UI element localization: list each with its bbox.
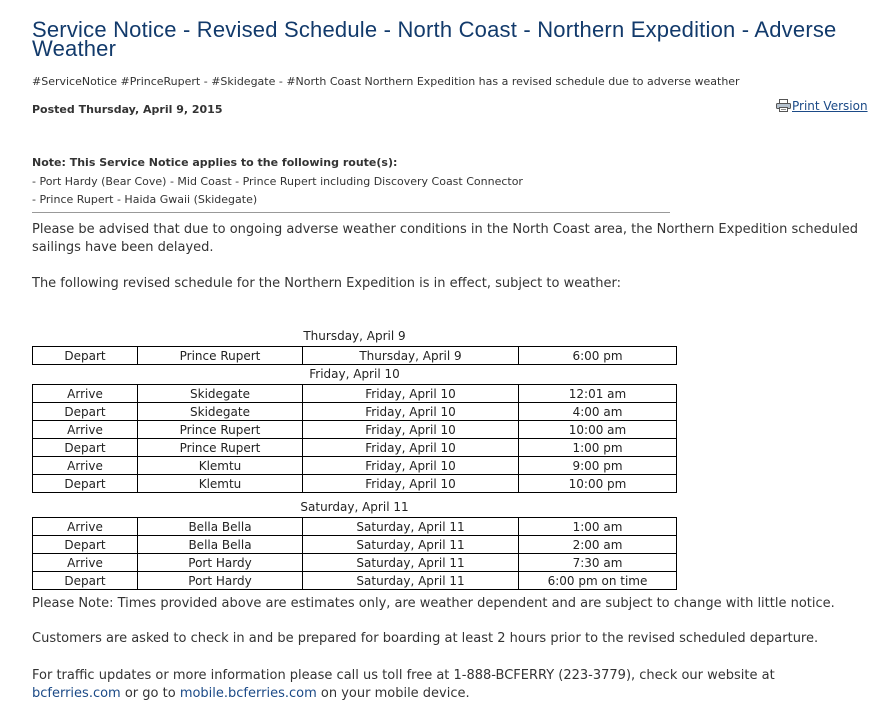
table-row (33, 385, 677, 403)
terminal-cell: Klemtu (138, 475, 303, 493)
table-row (33, 421, 677, 439)
time-cell: 4:00 am (519, 403, 677, 421)
contact-text: or go to (120, 686, 180, 701)
schedule-table-thursday (32, 346, 677, 365)
date-cell: Saturday, April 11 (303, 554, 519, 572)
divider (32, 212, 670, 213)
direction-cell: Depart (33, 403, 138, 421)
date-cell: Saturday, April 11 (303, 572, 519, 590)
estimate-note: Please Note: Times provided above are estimates only, are weather dependent and are subject to change with little notice. (32, 596, 835, 611)
table-row (33, 475, 677, 493)
time-cell: 9:00 pm (519, 457, 677, 475)
table-row (33, 403, 677, 421)
time-cell: 6:00 pm on time (519, 572, 677, 590)
day-label-friday: Friday, April 10 (309, 367, 400, 381)
checkin-note: Customers are asked to check in and be prepared for boarding at least 2 hours prior to the revised scheduled departure. (32, 631, 819, 646)
table-row (33, 439, 677, 457)
print-version-label[interactable]: Print Version (792, 99, 868, 113)
day-label-saturday: Saturday, April 11 (300, 500, 409, 514)
contact-paragraph (32, 667, 872, 703)
printer-icon (776, 99, 791, 112)
direction-cell: Arrive (33, 385, 138, 403)
date-cell: Saturday, April 11 (303, 518, 519, 536)
contact-text: For traffic updates or more information please call us toll free at 1-888-BCFERRY (223-3779), check our website at (32, 668, 775, 683)
table-row (33, 518, 677, 536)
date-cell: Thursday, April 9 (303, 347, 519, 365)
time-cell: 10:00 pm (519, 475, 677, 493)
time-cell: 1:00 am (519, 518, 677, 536)
date-cell: Friday, April 10 (303, 385, 519, 403)
schedule-table-saturday (32, 517, 677, 590)
table-row (33, 536, 677, 554)
direction-cell: Depart (33, 439, 138, 457)
terminal-cell: Port Hardy (138, 572, 303, 590)
date-cell: Friday, April 10 (303, 403, 519, 421)
terminal-cell: Prince Rupert (138, 347, 303, 365)
table-row (33, 347, 677, 365)
table-row (33, 554, 677, 572)
terminal-cell: Prince Rupert (138, 421, 303, 439)
time-cell: 1:00 pm (519, 439, 677, 457)
intro-paragraph: Please be advised that due to ongoing adverse weather conditions in the North Coast area, the Northern Expedition scheduled sailings have been delayed. (32, 222, 859, 255)
terminal-cell: Skidegate (138, 403, 303, 421)
direction-cell: Depart (33, 572, 138, 590)
mobile-bcferries-link[interactable]: mobile.bcferries.com (179, 686, 317, 701)
date-cell: Friday, April 10 (303, 421, 519, 439)
date-cell: Friday, April 10 (303, 457, 519, 475)
terminal-cell: Bella Bella (138, 518, 303, 536)
revised-schedule-intro: The following revised schedule for the Northern Expedition is in effect, subject to weather: (32, 276, 621, 291)
contact-text: on your mobile device. (316, 686, 470, 701)
route-item: - Prince Rupert - Haida Gwaii (Skidegate) (32, 193, 258, 206)
page-title: Service Notice - Revised Schedule - North Coast - Northern Expedition - Adverse Weather (32, 17, 837, 61)
terminal-cell: Klemtu (138, 457, 303, 475)
terminal-cell: Bella Bella (138, 536, 303, 554)
print-version-link[interactable] (776, 99, 868, 113)
date-cell: Friday, April 10 (303, 439, 519, 457)
direction-cell: Arrive (33, 457, 138, 475)
day-label-thursday: Thursday, April 9 (303, 329, 406, 343)
date-cell: Friday, April 10 (303, 475, 519, 493)
terminal-cell: Port Hardy (138, 554, 303, 572)
direction-cell: Depart (33, 536, 138, 554)
direction-cell: Depart (33, 475, 138, 493)
table-row (33, 457, 677, 475)
time-cell: 10:00 am (519, 421, 677, 439)
time-cell: 2:00 am (519, 536, 677, 554)
time-cell: 7:30 am (519, 554, 677, 572)
table-row (33, 572, 677, 590)
routes-heading: Note: This Service Notice applies to the following route(s): (32, 156, 398, 169)
route-item: - Port Hardy (Bear Cove) - Mid Coast - Prince Rupert including Discovery Coast Connector (32, 175, 523, 188)
terminal-cell: Skidegate (138, 385, 303, 403)
terminal-cell: Prince Rupert (138, 439, 303, 457)
time-cell: 12:01 am (519, 385, 677, 403)
direction-cell: Arrive (33, 518, 138, 536)
notice-tagline: #ServiceNotice #PrinceRupert - #Skidegate - #North Coast Northern Expedition has a revised schedule due to adverse weather (32, 75, 740, 88)
posted-date: Posted Thursday, April 9, 2015 (32, 103, 223, 116)
date-cell: Saturday, April 11 (303, 536, 519, 554)
direction-cell: Arrive (33, 421, 138, 439)
direction-cell: Depart (33, 347, 138, 365)
time-cell: 6:00 pm (519, 347, 677, 365)
bcferries-link[interactable]: bcferries.com (32, 686, 121, 701)
direction-cell: Arrive (33, 554, 138, 572)
schedule-table-friday (32, 384, 677, 493)
